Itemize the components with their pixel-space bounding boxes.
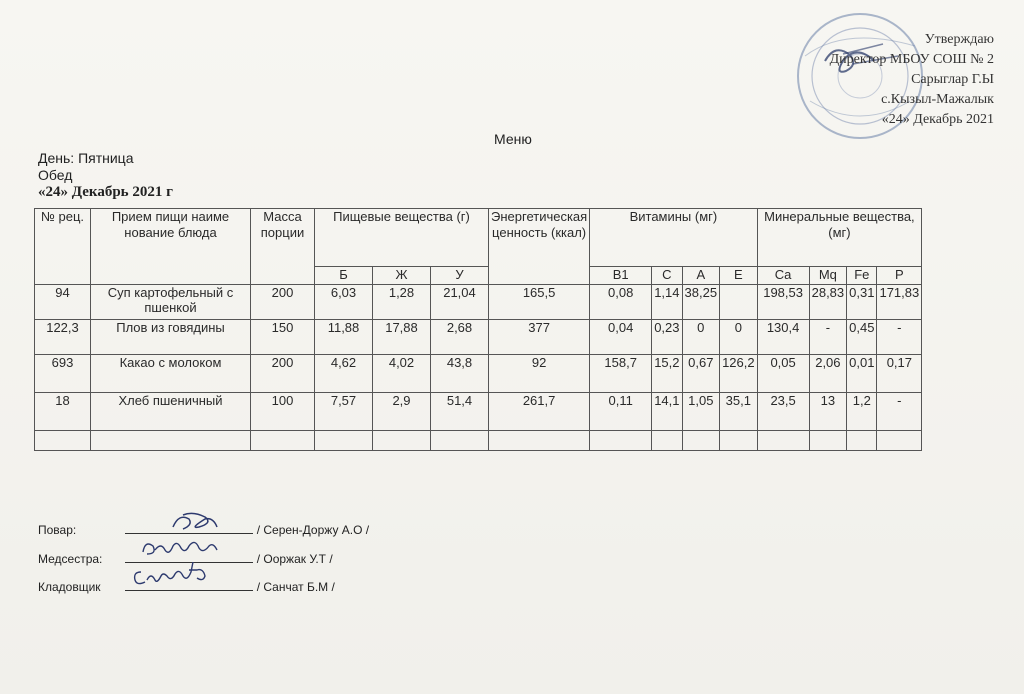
cell: 2,9 <box>373 393 431 431</box>
cell: 4,62 <box>315 355 373 393</box>
cell: 126,2 <box>720 355 758 393</box>
cell: 35,1 <box>720 393 758 431</box>
cell: 100 <box>251 393 315 431</box>
cell: 4,02 <box>373 355 431 393</box>
cell: 0 <box>720 320 758 355</box>
cell: 130,4 <box>757 320 809 355</box>
cell: 1,2 <box>847 393 877 431</box>
store-signature-scribble <box>131 562 231 592</box>
approval-line-5: «24» Декабрь 2021 <box>881 112 994 127</box>
cell: 92 <box>489 355 590 393</box>
cell: Суп картофельный с пшенкой <box>91 285 251 320</box>
col-recipe: № рец. <box>35 209 91 285</box>
cell <box>720 285 758 320</box>
cell: 1,05 <box>682 393 720 431</box>
signature-row-store <box>38 576 335 594</box>
cell: - <box>877 393 922 431</box>
cell: Плов из говядины <box>91 320 251 355</box>
cell: 0,45 <box>847 320 877 355</box>
table-row <box>35 285 922 320</box>
cell <box>682 431 720 451</box>
subcol-fe: Fe <box>847 267 877 285</box>
store-label: Кладовщик <box>38 580 101 594</box>
cell: 0,05 <box>757 355 809 393</box>
table-row <box>35 355 922 393</box>
nurse-label: Медсестра: <box>38 552 103 566</box>
cell: 150 <box>251 320 315 355</box>
col-dish: Прием пищи наиме нование блюда <box>91 209 251 285</box>
subcol-mq: Mq <box>809 267 847 285</box>
cell <box>720 431 758 451</box>
cell: - <box>809 320 847 355</box>
cell: 17,88 <box>373 320 431 355</box>
cell: 51,4 <box>431 393 489 431</box>
cell <box>315 431 373 451</box>
store-name: / Санчат Б.М / <box>256 580 335 594</box>
cell: 28,83 <box>809 285 847 320</box>
cell: 122,3 <box>35 320 91 355</box>
subcol-c: C <box>652 267 682 285</box>
cell: 6,03 <box>315 285 373 320</box>
page-title: Меню <box>494 131 532 147</box>
approval-line-2: Директор МБОУ СОШ № 2 <box>829 52 994 67</box>
subcol-p: P <box>877 267 922 285</box>
cell <box>373 431 431 451</box>
cell: 14,1 <box>652 393 682 431</box>
col-vitamins: Витамины (мг) <box>590 209 757 267</box>
date-label: «24» Декабрь 2021 г <box>38 184 173 200</box>
cell: 11,88 <box>315 320 373 355</box>
cook-label: Повар: <box>38 523 77 537</box>
cell: 38,25 <box>682 285 720 320</box>
cell: 15,2 <box>652 355 682 393</box>
cell <box>251 431 315 451</box>
col-nutrients: Пищевые вещества (г) <box>315 209 489 267</box>
cook-signature-scribble <box>169 509 219 535</box>
cell <box>431 431 489 451</box>
cell: 261,7 <box>489 393 590 431</box>
table-row <box>35 393 922 431</box>
nurse-signature-scribble <box>139 536 229 564</box>
cell: 21,04 <box>431 285 489 320</box>
cell <box>35 431 91 451</box>
approval-line-4: с.Кызыл-Мажалык <box>881 92 994 107</box>
cell: 198,53 <box>757 285 809 320</box>
cell <box>489 431 590 451</box>
subcol-ca: Ca <box>757 267 809 285</box>
cell: 18 <box>35 393 91 431</box>
cell <box>590 431 652 451</box>
approval-line-3: Сарыглар Г.Ы <box>911 72 994 87</box>
cell <box>847 431 877 451</box>
cell: 200 <box>251 285 315 320</box>
approval-block <box>830 30 994 130</box>
cell: 171,83 <box>877 285 922 320</box>
subcol-u: У <box>431 267 489 285</box>
cell: - <box>877 320 922 355</box>
cell: 94 <box>35 285 91 320</box>
cell <box>757 431 809 451</box>
cell: Хлеб пшеничный <box>91 393 251 431</box>
cell: 0,04 <box>590 320 652 355</box>
cell: 0,67 <box>682 355 720 393</box>
cell <box>809 431 847 451</box>
cell <box>91 431 251 451</box>
cell: 0,08 <box>590 285 652 320</box>
approval-line-1: Утверждаю <box>924 32 994 47</box>
cell: 2,68 <box>431 320 489 355</box>
cell: 158,7 <box>590 355 652 393</box>
signature-line <box>125 576 253 591</box>
cell: 377 <box>489 320 590 355</box>
cell: 7,57 <box>315 393 373 431</box>
cell: 13 <box>809 393 847 431</box>
subcol-b1: B1 <box>590 267 652 285</box>
cell: 1,14 <box>652 285 682 320</box>
cell <box>652 431 682 451</box>
cell: 693 <box>35 355 91 393</box>
day-label: День: Пятница <box>38 150 134 166</box>
col-mass: Масса порции <box>251 209 315 285</box>
col-minerals: Минеральные вещества, (мг) <box>757 209 922 267</box>
cell: 0,01 <box>847 355 877 393</box>
cell <box>877 431 922 451</box>
subcol-e: E <box>720 267 758 285</box>
cell: 165,5 <box>489 285 590 320</box>
cell: 200 <box>251 355 315 393</box>
table-row <box>35 320 922 355</box>
signature-line <box>125 519 253 534</box>
cell: 0,17 <box>877 355 922 393</box>
cell: 1,28 <box>373 285 431 320</box>
cell: 2,06 <box>809 355 847 393</box>
cell: 0,23 <box>652 320 682 355</box>
subcol-zh: Ж <box>373 267 431 285</box>
cell: 0,31 <box>847 285 877 320</box>
cell: 0 <box>682 320 720 355</box>
cell: 43,8 <box>431 355 489 393</box>
cook-name: / Серен-Доржу А.О / <box>256 523 370 537</box>
cell: 0,11 <box>590 393 652 431</box>
table-row-empty <box>35 431 922 451</box>
meal-label: Обед <box>38 167 73 183</box>
menu-table <box>34 208 922 451</box>
subcol-b: Б <box>315 267 373 285</box>
signature-row-cook <box>38 519 369 537</box>
cell: Какао с молоком <box>91 355 251 393</box>
subcol-a: A <box>682 267 720 285</box>
cell: 23,5 <box>757 393 809 431</box>
col-energy: Энергетическая ценность (ккал) <box>489 209 590 285</box>
nurse-name: / Ооржак У.Т / <box>256 552 333 566</box>
signature-line <box>125 548 253 563</box>
